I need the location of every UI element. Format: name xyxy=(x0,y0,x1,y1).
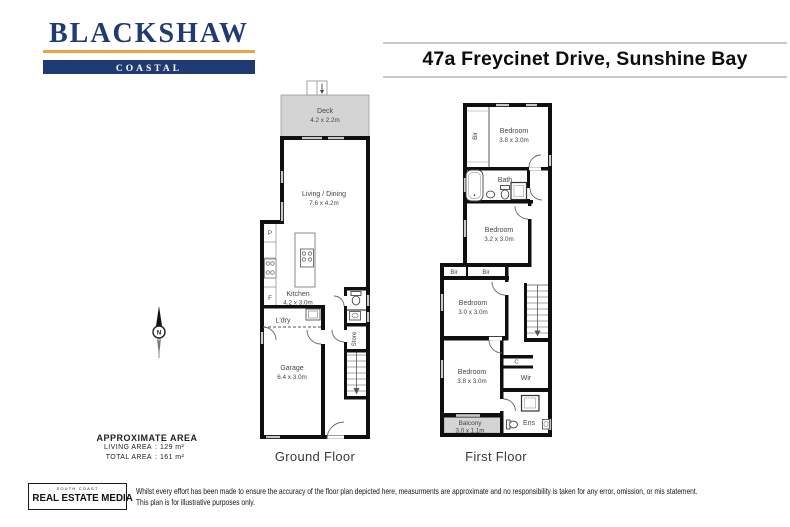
bed2-label: Bedroom xyxy=(484,227,514,234)
living-area-value: 129 m² xyxy=(160,444,185,451)
bir-top-label: Bir xyxy=(472,132,479,140)
compass xyxy=(143,304,175,362)
bath-shower-icon xyxy=(511,183,527,200)
area-heading: APPROXIMATE AREA xyxy=(96,433,198,443)
laundry-label: L'dry xyxy=(275,317,291,325)
bir-mid-label: Bir xyxy=(482,270,490,276)
living-dims: 7.6 x 4.2m xyxy=(309,200,339,207)
first-floor-plan xyxy=(436,95,556,443)
disclaimer-line2: This plan is for illustrative purposes only. xyxy=(136,497,255,507)
address-title-block xyxy=(383,42,787,78)
living-label: Living / Dining xyxy=(302,191,346,198)
brand-gold-rule xyxy=(43,50,255,53)
first-floor-caption: First Floor xyxy=(465,449,527,464)
ens-shower-icon xyxy=(522,396,540,412)
ground-floor-caption: Ground Floor xyxy=(274,449,356,464)
ens-toilet-icon xyxy=(507,420,518,429)
total-area-row: TOTAL AREA : 161 m² xyxy=(88,453,206,463)
bath-toilet-icon xyxy=(501,186,510,200)
disclaimer-line1: Whilst every effort has been made to ensure the accuracy of the floor plan depicted here, measurments are approximate and no responsibility is taken for any error, omission, or mis statement. xyxy=(136,486,698,496)
bed1-label: Bedroom xyxy=(499,128,529,135)
ens-basin-icon xyxy=(543,420,550,430)
kitchen-dims: 4.2 x 3.0m xyxy=(283,299,313,307)
area-summary xyxy=(88,433,206,463)
bed3-dims: 3.0 x 3.0m xyxy=(458,309,488,316)
laundry-trough-icon xyxy=(306,309,320,320)
first-door-gaps xyxy=(489,167,548,411)
living-area-row: LIVING AREA : 129 m² xyxy=(88,443,206,453)
living-area-label: LIVING AREA xyxy=(104,444,152,451)
wc-toilet-icon xyxy=(351,292,361,305)
wir-label: Wir xyxy=(520,375,532,382)
bed1-dims: 3.8 x 3.0m xyxy=(499,137,529,144)
store-label: Store xyxy=(351,331,358,347)
wc-basin-icon xyxy=(350,312,361,321)
disclaimer xyxy=(136,486,786,508)
fridge-label: F xyxy=(268,295,272,302)
first-stairs-icon xyxy=(527,285,548,337)
bir-left-label: Bir xyxy=(450,270,458,276)
garage-dims: 6.4 x 3.0m xyxy=(277,374,307,381)
total-area-value: 161 m² xyxy=(160,454,185,461)
brand-banner xyxy=(43,60,255,74)
bath-label: Bath xyxy=(497,177,513,184)
kitchen-island xyxy=(295,233,315,287)
bath-basin-icon xyxy=(486,191,494,198)
media-logo-main: REAL ESTATE MEDIA xyxy=(32,492,133,504)
cupboard-label: C xyxy=(514,359,519,366)
kitchen-label: Kitchen xyxy=(286,291,310,298)
bathtub-icon xyxy=(466,170,483,201)
bed2-dims: 3.2 x 3.0m xyxy=(484,236,514,243)
pantry-label: P xyxy=(267,230,273,237)
total-area-label: TOTAL AREA xyxy=(105,454,152,461)
media-logo xyxy=(28,483,133,510)
deck-steps-icon xyxy=(307,81,327,95)
brand-logo xyxy=(43,20,255,74)
brand-division: COASTAL xyxy=(115,63,183,74)
ens-label: Ens xyxy=(522,420,536,427)
media-logo-top: SOUTH COAST xyxy=(56,486,99,491)
stove-icon xyxy=(301,249,314,267)
bed4-dims: 3.8 x 3.0m xyxy=(457,378,487,385)
cooktop-icon xyxy=(265,259,277,278)
garage-label: Garage xyxy=(280,365,304,372)
brand-name: BLACKSHAW xyxy=(48,18,250,49)
balcony-dims: 3.0 x 1.1m xyxy=(455,427,485,435)
bed3-label: Bedroom xyxy=(458,300,488,307)
compass-north-label: N xyxy=(156,330,162,337)
deck-dims: 4.2 x 2.2m xyxy=(310,117,340,124)
ground-floor-plan xyxy=(238,78,392,446)
balcony-label: Balcony xyxy=(458,420,482,427)
deck-label: Deck xyxy=(317,108,333,115)
bed4-label: Bedroom xyxy=(457,369,487,376)
address-title: 47a Freycinet Drive, Sunshine Bay xyxy=(422,48,748,70)
ground-stairs-icon xyxy=(347,353,366,395)
